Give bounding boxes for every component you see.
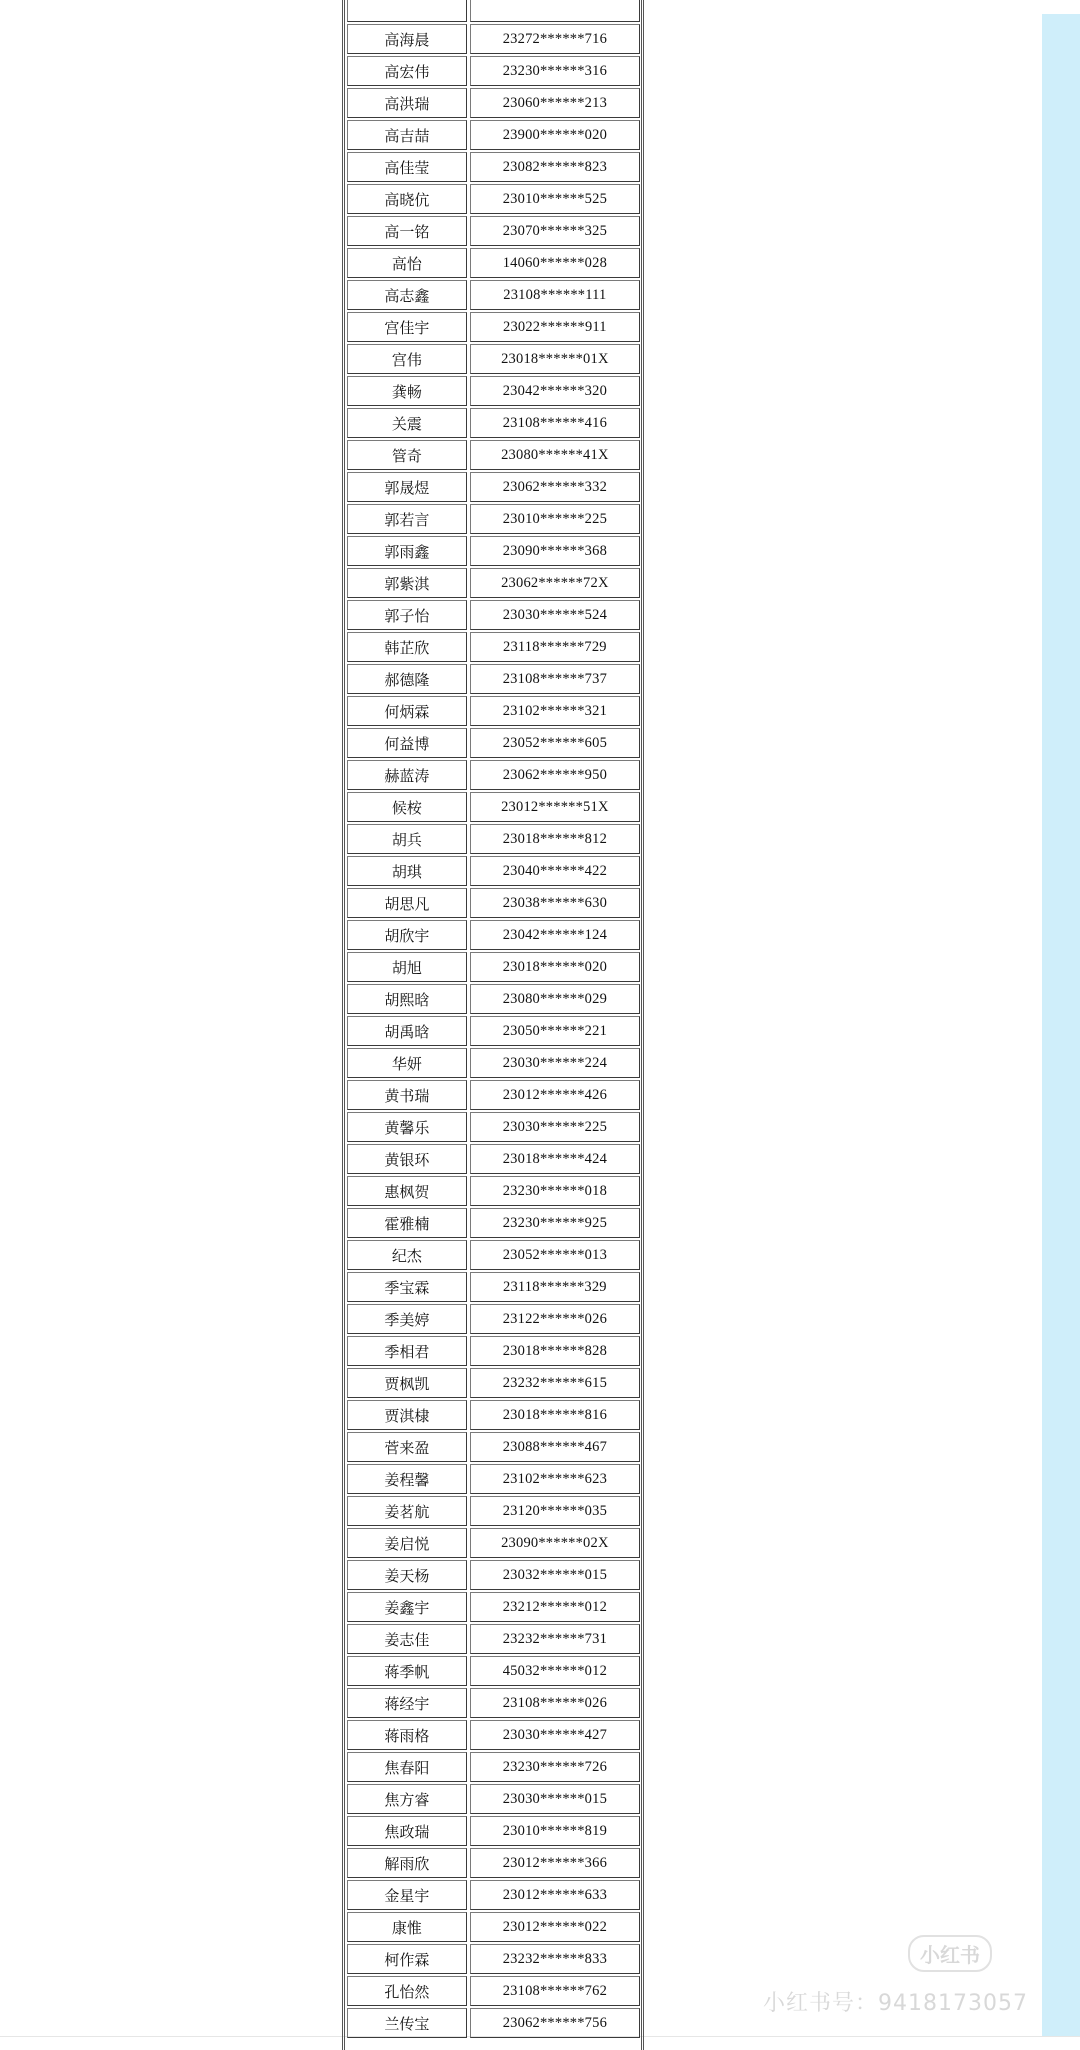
name-cell: 胡思凡 xyxy=(347,888,467,918)
id-number-cell: 23062******756 xyxy=(470,2008,640,2038)
id-number-cell: 23080******41X xyxy=(470,440,640,470)
name-cell: 高宏伟 xyxy=(347,56,467,86)
name-cell: 纪杰 xyxy=(347,1240,467,1270)
id-number-cell: 23232******731 xyxy=(470,1624,640,1654)
name-cell: 胡欣宇 xyxy=(347,920,467,950)
table-row xyxy=(346,119,642,151)
table-row xyxy=(346,695,642,727)
id-number-cell: 23060******213 xyxy=(470,88,640,118)
name-cell: 韩芷欣 xyxy=(347,632,467,662)
id-number-cell: 23012******022 xyxy=(470,1912,640,1942)
id-number-cell: 23272******716 xyxy=(470,24,640,54)
name-cell: 孔怡然 xyxy=(347,1976,467,2006)
table-row xyxy=(346,247,642,279)
table-row xyxy=(346,1303,642,1335)
name-cell: 高怡 xyxy=(347,248,467,278)
table-row xyxy=(346,1847,642,1879)
table-row xyxy=(346,1527,642,1559)
id-number-cell: 23230******018 xyxy=(470,1176,640,1206)
table-row xyxy=(346,1975,642,2007)
name-cell: 金星宇 xyxy=(347,1880,467,1910)
table-row xyxy=(346,951,642,983)
id-number-cell: 23038******630 xyxy=(470,888,640,918)
table-body xyxy=(346,0,642,2039)
table-row xyxy=(346,1623,642,1655)
name-cell: 关震 xyxy=(347,408,467,438)
name-cell: 焦春阳 xyxy=(347,1752,467,1782)
table-row xyxy=(346,1143,642,1175)
table-row xyxy=(346,1239,642,1271)
watermark-account-id: 小红书号：9418173057 xyxy=(763,1991,1028,2016)
name-cell: 龚畅 xyxy=(347,376,467,406)
id-number-cell: 23120******035 xyxy=(470,1496,640,1526)
table-row xyxy=(346,983,642,1015)
name-cell: 姜程馨 xyxy=(347,1464,467,1494)
table-row xyxy=(346,1879,642,1911)
table-row xyxy=(346,1431,642,1463)
table-row xyxy=(346,1559,642,1591)
table-row xyxy=(346,1079,642,1111)
name-cell: 高洪瑞 xyxy=(347,88,467,118)
name-cell: 胡琪 xyxy=(347,856,467,886)
name-cell: 姜天杨 xyxy=(347,1560,467,1590)
name-cell: 胡禹晗 xyxy=(347,1016,467,1046)
id-number-cell: 23030******524 xyxy=(470,600,640,630)
table-row xyxy=(346,1175,642,1207)
id-number-cell: 23230******925 xyxy=(470,1208,640,1238)
table-row xyxy=(346,55,642,87)
table-row xyxy=(346,1399,642,1431)
table-row xyxy=(346,1463,642,1495)
table-row xyxy=(346,727,642,759)
table-row xyxy=(346,535,642,567)
table-row xyxy=(346,407,642,439)
name-cell: 管奇 xyxy=(347,440,467,470)
name-cell: 高志鑫 xyxy=(347,280,467,310)
name-cell: 胡旭 xyxy=(347,952,467,982)
name-cell: 郭晟煜 xyxy=(347,472,467,502)
id-number-cell: 23108******026 xyxy=(470,1688,640,1718)
table-row xyxy=(346,855,642,887)
id-number-cell: 23012******633 xyxy=(470,1880,640,1910)
table-row xyxy=(346,0,642,23)
table-row xyxy=(346,439,642,471)
id-number-cell: 23010******819 xyxy=(470,1816,640,1846)
table-row xyxy=(346,663,642,695)
table-row xyxy=(346,631,642,663)
id-number-cell: 23108******737 xyxy=(470,664,640,694)
id-number-cell xyxy=(470,0,640,22)
id-number-cell: 23212******012 xyxy=(470,1592,640,1622)
table-row xyxy=(346,1591,642,1623)
id-number-cell: 23010******225 xyxy=(470,504,640,534)
id-number-cell: 23030******427 xyxy=(470,1720,640,1750)
name-cell: 焦方睿 xyxy=(347,1784,467,1814)
id-number-cell: 14060******028 xyxy=(470,248,640,278)
name-cell: 兰传宝 xyxy=(347,2008,467,2038)
table-row xyxy=(346,1367,642,1399)
id-number-cell: 23118******729 xyxy=(470,632,640,662)
table-row xyxy=(346,791,642,823)
id-number-cell: 23018******816 xyxy=(470,1400,640,1430)
id-number-cell: 23022******911 xyxy=(470,312,640,342)
id-number-cell: 23030******224 xyxy=(470,1048,640,1078)
table-row xyxy=(346,1271,642,1303)
name-cell: 蒋经宇 xyxy=(347,1688,467,1718)
name-cell: 何益博 xyxy=(347,728,467,758)
table-row xyxy=(346,311,642,343)
table-row xyxy=(346,1111,642,1143)
id-number-cell: 23018******828 xyxy=(470,1336,640,1366)
table-row xyxy=(346,599,642,631)
id-number-cell: 23108******111 xyxy=(470,280,640,310)
name-cell: 黄银环 xyxy=(347,1144,467,1174)
id-number-cell: 23232******615 xyxy=(470,1368,640,1398)
id-number-cell: 23012******366 xyxy=(470,1848,640,1878)
name-cell: 华妍 xyxy=(347,1048,467,1078)
id-number-cell: 23030******015 xyxy=(470,1784,640,1814)
id-number-cell: 23070******325 xyxy=(470,216,640,246)
id-number-cell: 23102******321 xyxy=(470,696,640,726)
table-row xyxy=(346,183,642,215)
name-cell: 霍雅楠 xyxy=(347,1208,467,1238)
id-number-cell: 23108******416 xyxy=(470,408,640,438)
name-cell: 宫伟 xyxy=(347,344,467,374)
table-row xyxy=(346,1719,642,1751)
table-row xyxy=(346,1655,642,1687)
table-row xyxy=(346,87,642,119)
table-row xyxy=(346,215,642,247)
name-cell: 季美婷 xyxy=(347,1304,467,1334)
watermark xyxy=(763,1935,1028,2017)
name-cell: 贾淇棣 xyxy=(347,1400,467,1430)
id-number-cell: 23090******368 xyxy=(470,536,640,566)
id-number-cell: 23040******422 xyxy=(470,856,640,886)
id-number-cell: 23018******424 xyxy=(470,1144,640,1174)
id-number-cell: 23018******812 xyxy=(470,824,640,854)
name-cell: 黄馨乐 xyxy=(347,1112,467,1142)
id-number-cell: 23012******426 xyxy=(470,1080,640,1110)
table-row xyxy=(346,887,642,919)
name-cell: 高佳莹 xyxy=(347,152,467,182)
id-number-cell: 23018******01X xyxy=(470,344,640,374)
name-cell: 候桉 xyxy=(347,792,467,822)
name-cell: 惠枫贺 xyxy=(347,1176,467,1206)
name-cell: 黄书瑞 xyxy=(347,1080,467,1110)
id-number-cell: 23232******833 xyxy=(470,1944,640,1974)
name-cell: 郭若言 xyxy=(347,504,467,534)
id-number-cell: 23018******020 xyxy=(470,952,640,982)
table-row xyxy=(346,1015,642,1047)
name-cell: 蒋雨格 xyxy=(347,1720,467,1750)
name-cell xyxy=(347,0,467,22)
id-number-cell: 23062******332 xyxy=(470,472,640,502)
name-cell: 姜志佳 xyxy=(347,1624,467,1654)
id-number-cell: 23900******020 xyxy=(470,120,640,150)
id-number-cell: 23062******72X xyxy=(470,568,640,598)
id-number-cell: 23118******329 xyxy=(470,1272,640,1302)
name-cell: 蒋季帆 xyxy=(347,1656,467,1686)
name-cell: 何炳霖 xyxy=(347,696,467,726)
id-number-cell: 23052******605 xyxy=(470,728,640,758)
table-row xyxy=(346,1207,642,1239)
table-row xyxy=(346,151,642,183)
name-cell: 郭紫淇 xyxy=(347,568,467,598)
name-cell: 郭子怡 xyxy=(347,600,467,630)
name-cell: 胡熙晗 xyxy=(347,984,467,1014)
id-number-cell: 23042******320 xyxy=(470,376,640,406)
id-number-cell: 23030******225 xyxy=(470,1112,640,1142)
table-row xyxy=(346,1495,642,1527)
table-row xyxy=(346,1047,642,1079)
id-number-cell: 23230******726 xyxy=(470,1752,640,1782)
table-row xyxy=(346,23,642,55)
table-row xyxy=(346,919,642,951)
name-cell: 高海晨 xyxy=(347,24,467,54)
name-cell: 解雨欣 xyxy=(347,1848,467,1878)
id-number-cell: 23010******525 xyxy=(470,184,640,214)
id-number-cell: 45032******012 xyxy=(470,1656,640,1686)
name-cell: 宫佳宇 xyxy=(347,312,467,342)
table-row xyxy=(346,279,642,311)
name-cell: 高吉喆 xyxy=(347,120,467,150)
table-row xyxy=(346,343,642,375)
name-cell: 郭雨鑫 xyxy=(347,536,467,566)
table-row xyxy=(346,1335,642,1367)
name-cell: 高晓伉 xyxy=(347,184,467,214)
table-row xyxy=(346,503,642,535)
id-number-cell: 23122******026 xyxy=(470,1304,640,1334)
name-cell: 郝德隆 xyxy=(347,664,467,694)
name-cell: 胡兵 xyxy=(347,824,467,854)
student-id-table xyxy=(342,0,646,2050)
table-row xyxy=(346,1911,642,1943)
id-number-cell: 23108******762 xyxy=(470,1976,640,2006)
name-cell: 康惟 xyxy=(347,1912,467,1942)
id-number-cell: 23090******02X xyxy=(470,1528,640,1558)
table-row xyxy=(346,1815,642,1847)
name-cell: 高一铭 xyxy=(347,216,467,246)
name-cell: 赫蓝涛 xyxy=(347,760,467,790)
id-number-cell: 23042******124 xyxy=(470,920,640,950)
right-sidebar-band xyxy=(1042,14,1080,2036)
id-number-cell: 23080******029 xyxy=(470,984,640,1014)
name-cell: 姜茗航 xyxy=(347,1496,467,1526)
table-row xyxy=(346,2007,642,2039)
table-row xyxy=(346,823,642,855)
id-number-cell: 23012******51X xyxy=(470,792,640,822)
table-row xyxy=(346,1783,642,1815)
watermark-logo: 小红书 xyxy=(908,1935,992,1972)
name-cell: 季相君 xyxy=(347,1336,467,1366)
id-number-cell: 23088******467 xyxy=(470,1432,640,1462)
id-number-cell: 23062******950 xyxy=(470,760,640,790)
id-number-cell: 23082******823 xyxy=(470,152,640,182)
name-cell: 姜启悦 xyxy=(347,1528,467,1558)
id-number-cell: 23050******221 xyxy=(470,1016,640,1046)
name-cell: 季宝霖 xyxy=(347,1272,467,1302)
name-cell: 柯作霖 xyxy=(347,1944,467,1974)
name-cell: 菅来盈 xyxy=(347,1432,467,1462)
id-number-cell: 23052******013 xyxy=(470,1240,640,1270)
id-number-cell: 23102******623 xyxy=(470,1464,640,1494)
table-row xyxy=(346,1687,642,1719)
id-number-cell: 23032******015 xyxy=(470,1560,640,1590)
name-cell: 焦政瑞 xyxy=(347,1816,467,1846)
table-row xyxy=(346,1751,642,1783)
name-cell: 姜鑫宇 xyxy=(347,1592,467,1622)
table-row xyxy=(346,375,642,407)
name-cell: 贾枫凯 xyxy=(347,1368,467,1398)
id-number-cell: 23230******316 xyxy=(470,56,640,86)
table-row xyxy=(346,759,642,791)
table-row xyxy=(346,567,642,599)
table-row xyxy=(346,1943,642,1975)
table-row xyxy=(346,471,642,503)
